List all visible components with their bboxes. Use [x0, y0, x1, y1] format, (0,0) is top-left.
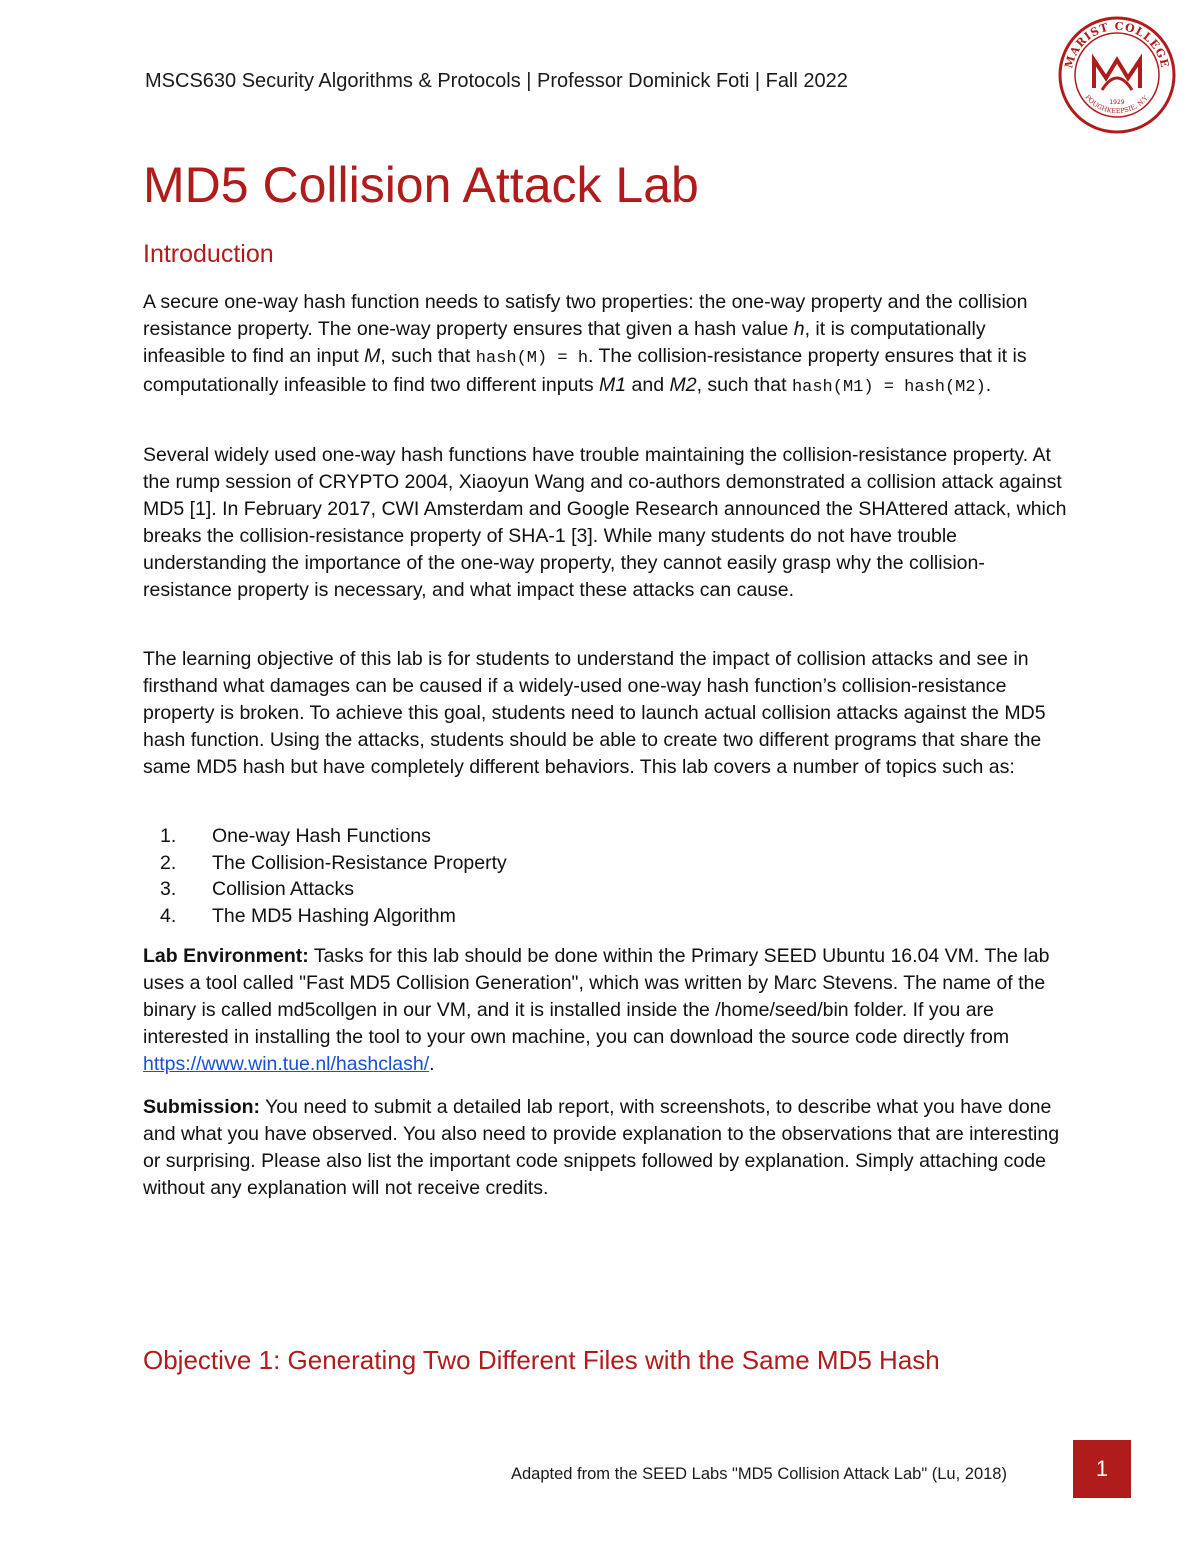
page-number-badge: 1 — [1073, 1440, 1131, 1498]
svg-text:1929: 1929 — [1109, 99, 1125, 106]
list-item: 4. The MD5 Hashing Algorithm — [160, 904, 456, 927]
lab-environment-paragraph: Lab Environment: Tasks for this lab should be done within the Primary SEED Ubuntu 16.04 VM. The lab uses a tool called "Fast MD5 Collision Generation", which was written by Marc Stevens. The name of the binary is called md5collgen in our VM, and it is installed inside the /home/seed/bin folder. If you are interested in installing the tool to your own machine, you can download the source code directly from https://www.win.tue.nl/hashclash/. — [143, 945, 1050, 1075]
introduction-heading: Introduction — [143, 240, 274, 268]
svg-text:POUGHKEEPSIE, N.Y.: POUGHKEEPSIE, N.Y. — [1083, 93, 1151, 116]
objective-1-heading: Objective 1: Generating Two Different Files with the Same MD5 Hash — [143, 1345, 940, 1375]
intro-paragraph-2: Several widely used one-way hash functions have trouble maintaining the collision-resistance property. At the rump session of CRYPTO 2004, Xiaoyun Wang and co-authors demonstrated a collision attack against MD5 [1]. In February 2017, CWI Amsterdam and Google Research announced the SHAttered attack, which breaks the collision-resistance property of SHA-1 [3]. While many students do not have trouble understanding the importance of the one-way property, they cannot easily grasp why the collision-resistance property is necessary, and what impact these attacks can cause. — [143, 444, 1067, 601]
lab-environment-label: Lab Environment: — [143, 945, 309, 967]
submission-label: Submission: — [143, 1096, 261, 1118]
list-item: 1. One-way Hash Functions — [160, 825, 431, 847]
intro-paragraph-3: The learning objective of this lab is for students to understand the impact of collision attacks and see in firsthand what damages can be caused if a widely-used one-way hash function’s collision-resistance property is broken. To achieve this goal, students need to launch actual collision attacks against the MD5 hash function. Using the attacks, students should be able to create two different programs that share the same MD5 hash but have completely different behaviors. This lab covers a number of topics such as: — [143, 648, 1046, 778]
svg-text:MARIST COLLEGE: MARIST COLLEGE — [1062, 19, 1172, 70]
topics-list — [160, 823, 507, 929]
course-header: MSCS630 Security Algorithms & Protocols | Professor Dominick Foti | Fall 2022 — [145, 70, 848, 92]
marist-college-seal-icon — [1058, 16, 1176, 134]
page-title: MD5 Collision Attack Lab — [143, 157, 699, 213]
list-item: 2. The Collision-Resistance Property — [160, 851, 507, 874]
list-item: 3. Collision Attacks — [160, 878, 354, 900]
intro-paragraph-1: A secure one-way hash function needs to satisfy two properties: the one-way property and the collision resistance property. The one-way property ensures that given a hash value h, it is computationally infeasible to find an input M, such that hash(M) = h. The collision-resistance property ensures that it is computationally infeasible to find two different inputs M1 and M2, such that hash(M1) = hash(M2). — [143, 291, 1028, 397]
submission-paragraph: Submission: You need to submit a detailed lab report, with screenshots, to describe what you have done and what you have observed. You also need to provide explanation to the observations that are interesting or surprising. Please also list the important code snippets followed by explanation. Simply attaching code without any explanation will not receive credits. — [143, 1096, 1060, 1199]
footer-attribution: Adapted from the SEED Labs "MD5 Collision Attack Lab" (Lu, 2018) — [511, 1465, 1007, 1483]
hashclash-link[interactable]: https://www.win.tue.nl/hashclash/ — [143, 1053, 430, 1075]
